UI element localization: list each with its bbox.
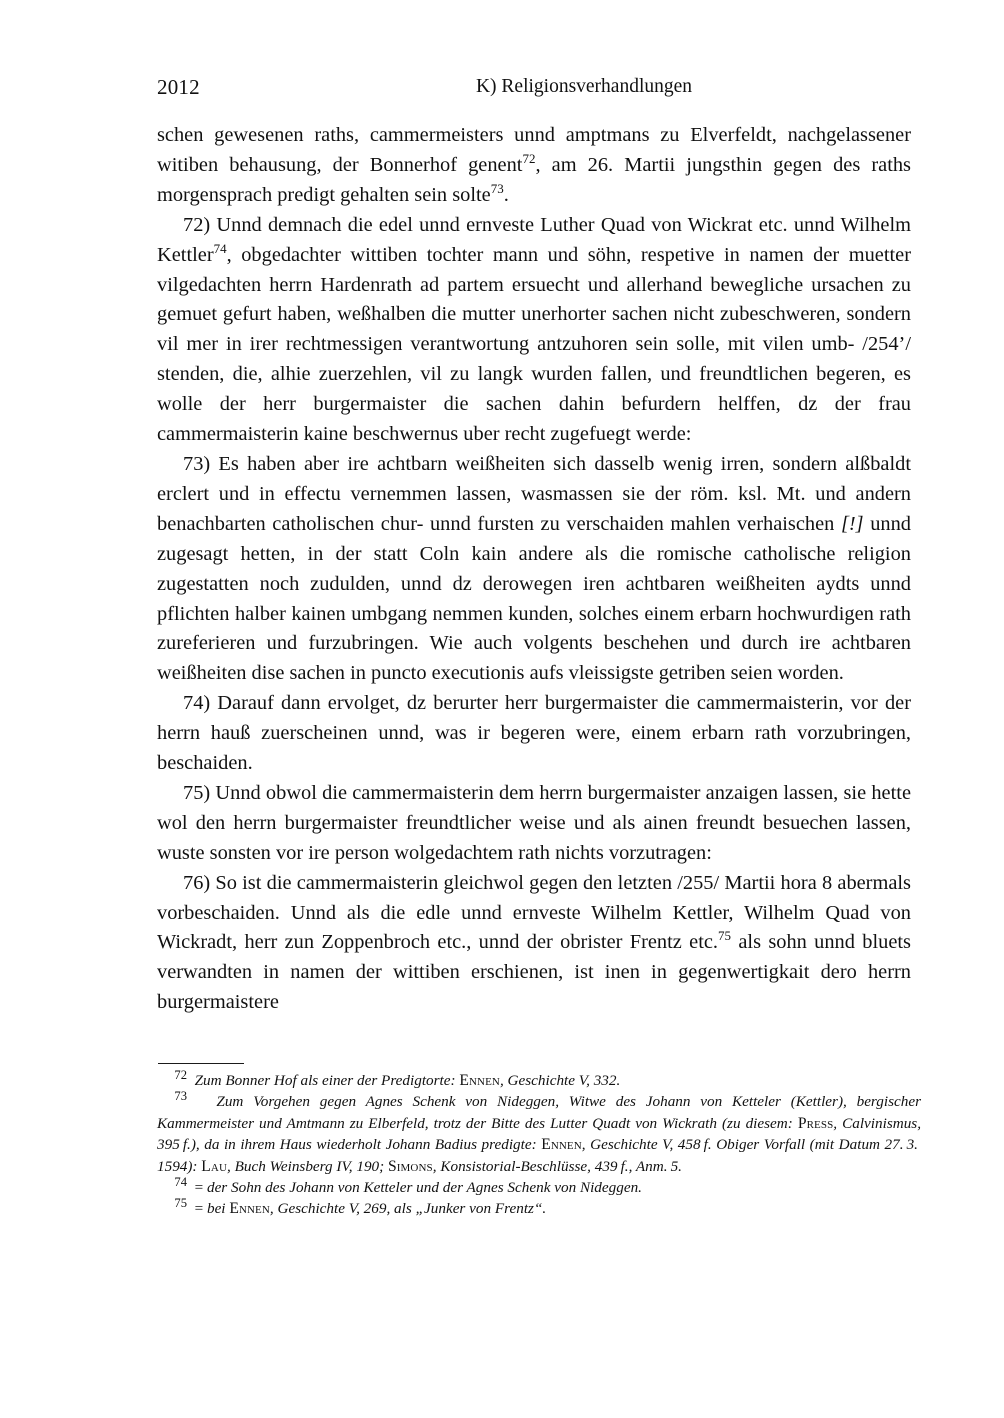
footnote-ref-72[interactable]: 72 xyxy=(522,151,536,167)
footnote-ref-74[interactable]: 74 xyxy=(213,240,227,256)
page-number: 2012 xyxy=(157,75,200,99)
author-name-simons: Simons xyxy=(388,1157,433,1175)
footnote-75: 75 = bei Ennen, Geschichte V, 269, als „Junker von Frentz“. xyxy=(174,1196,547,1218)
footnote-74: 74 = der Sohn des Johann von Ketteler und der Agnes Schenk von Nideggen. xyxy=(174,1174,642,1197)
footnote-ref-75[interactable]: 75 xyxy=(718,928,732,944)
author-name-press: Press xyxy=(797,1114,834,1132)
body-text xyxy=(157,121,911,1018)
paragraph-73: 73) Es haben aber ire achtbarn weißheiten sich dasselb wenig irren, sondern alßbaldt erclert und in effectu vernemmen lassen, wasmassen sie der röm. ksl. Mt. und andern benachbarten catholischen chur- unnd fursten zu verschaiden mahlen verhaischen [!] unnd zugesagt hetten, in der statt Coln kain andere als die romische catholische religion zugestatten noch zudulden, unnd dz derowegen iren achtbaren weißheiten aydts unnd pflichten halber kainen umbgang nemmen kunden, solches einem erbarn hochwurdigen rath zureferieren und furzubringen. Wie auch volgents beschehen und durch ire achtbaren weißheiten dise sachen in puncto executionis aufs vleissigste getriben seien worden. xyxy=(157,452,911,685)
footnote-ref-73[interactable]: 73 xyxy=(490,181,504,197)
running-title: K) Religionsverhandlungen xyxy=(475,76,693,97)
paragraph-continued: schen gewesenen raths, cammermeisters unnd amptmans zu Elverfeldt, nachgelassener witiben behausung, der Bonnerhof genent$^{72}$, am 26. Martii jungsthin gegen des raths morgensprach predigt gehalten sein solte$^{73}$. xyxy=(157,124,911,206)
equals-sign-2: = xyxy=(194,1200,204,1218)
running-head xyxy=(157,74,911,100)
footnote-separator-rule xyxy=(158,1063,244,1064)
editorial-sic-mark: [!] xyxy=(840,512,864,535)
author-name-lau: Lau xyxy=(201,1157,228,1175)
equals-sign: = xyxy=(194,1179,204,1197)
footnote-73: 73 Zum Vorgehen gegen Agnes Schenk von Nideggen, Witwe des Johann von Ketteler (Kettler), bergischer Kammermeister und Amtmann zu Elberfeld, trotz der Bitte des Lutter Quadt von Wickrath (zu diesem: Press, Calvinismus, 395 f.), da in ihrem Haus wiederholt Johann Badius predigte: Ennen, Geschichte V, 458 f. Obiger Vorfall (mit Datum 27. 3. 1594): Lau, Buch Weinsberg IV, 190; Simons, Konsistorial-Beschlüsse, 439 f., Anm. 5. xyxy=(157,1089,921,1175)
paragraph-76: 76) So ist die cammermaisterin gleichwol gegen den letzten /255/ Martii hora 8 abermals vorbeschaiden. Unnd als die edle unnd ernveste Wilhelm Kettler, Wilhelm Quad von Wickradt, herr zun Zoppenbroch etc., unnd der obrister Frentz etc.$^{75}$ als sohn unnd bluets verwandten in namen der wittiben erschienen, ist inen in gegenwertigkait dero herrn burgermaistere xyxy=(157,871,911,1014)
author-name-ennen-3: Ennen xyxy=(229,1200,270,1218)
footnote-72: 72 Zum Bonner Hof als einer der Predigtorte: Ennen, Geschichte V, 332. xyxy=(174,1067,621,1089)
author-name-ennen: Ennen xyxy=(459,1072,500,1089)
footnote-area xyxy=(157,1067,921,1220)
paragraph-75: 75) Unnd obwol die cammermaisterin dem herrn burgermaister anzaigen lassen, sie hette wol den herrn burgermaister freundtlicher weise und als ainen freundt besuechen lassen, wuste sonsten vor ire person wolgedachtem rath nichts vorzutragen: xyxy=(157,781,911,864)
paragraph-74: 74) Darauf dann ervolget, dz berurter herr burgermaister die cammermaisterin, vor der herrn hauß zuerscheinen unnd, was ir begeren were, einem erbarn rath vorzubringen, beschaiden. xyxy=(157,692,911,775)
paragraph-72: 72) Unnd demnach die edel unnd ernveste Luther Quad von Wickrat etc. unnd Wilhelm Kettler$^{74}$, obgedachter wittiben tochter mann und söhn, respetive in namen der muetter vilgedachten herrn Hardenrath ad partem ersuecht und allerhand bewegliche ursachen zu gemuet gefurt haben, weßhalben die mutter unerhorter sachen nicht zubeschweren, sondern vil mer in irer rechtmessigen verantwortung antzuhoren sein solle, mit vilen umb- /254’/ stenden, die, alhie zuerzehlen, vil zu langk wurden fallen, und freundtlichen begeren, es wolle der herr burgermaister die sachen dahin befurdern helffen, dz der frau cammermaisterin kaine beschwernus uber recht zugefuegt werde: xyxy=(157,213,911,446)
author-name-ennen-2: Ennen xyxy=(541,1136,582,1154)
